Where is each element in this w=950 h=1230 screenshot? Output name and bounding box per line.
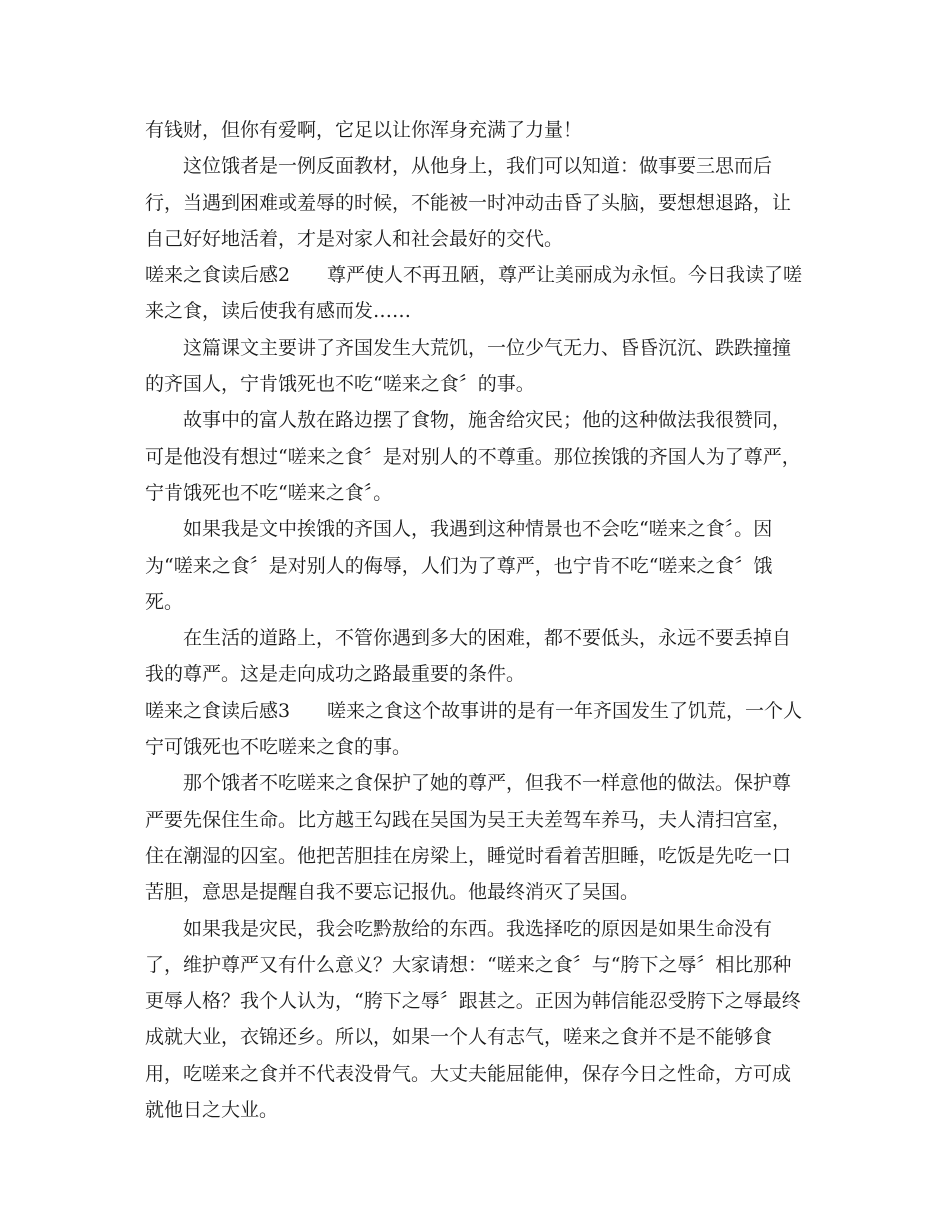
paragraph: 这篇课文主要讲了齐国发生大荒饥，一位少气无力、昏昏沉沉、跌跌撞撞的齐国人，宁肯饿死也不吃“嗟来之食〞的事。 [145,336,792,396]
section-heading: 嗟来之食读后感3 [145,699,291,722]
section-paragraph [145,257,805,330]
paragraph: 在生活的道路上，不管你遇到多大的困难，都不要低头，永远不要丢掉自我的尊严。这是走向成功之路最重要的条件。 [145,627,792,686]
document-body [145,112,805,1128]
section-paragraph [145,693,805,766]
paragraph: 那个饿者不吃嗟来之食保护了她的尊严，但我不一样意他的做法。保护尊严要先保住生命。比方越王勾践在吴国为吴王夫差驾车养马，夫人清扫宫室，住在潮湿的囚室。他把苦胆挂在房梁上，睡觉时看着苦胆睡，吃饭是先吃一口苦胆，意思是提醒自我不要忘记报仇。他最终消灭了吴国。 [145,772,792,904]
paragraph: 有钱财，但你有爱啊，它足以让你浑身充满了力量！ [145,119,583,141]
paragraph: 如果我是文中挨饿的齐国人，我遇到这种情景也不会吃“嗟来之食〞。因为“嗟来之食〞是对别人的侮辱，人们为了尊严，也宁肯不吃“嗟来之食〞饿死。 [145,518,773,613]
section-heading: 嗟来之食读后感2 [145,264,291,287]
paragraph-text: 嗟来之食这个故事讲的是有一年齐国发生了饥荒，一个人宁可饿死也不吃嗟来之食的事。 [145,699,803,759]
paragraph-text: 尊严使人不再丑陋，尊严让美丽成为永恒。今日我读了嗟来之食，读后使我有感而发…… [145,264,803,323]
paragraph: 这位饿者是一例反面教材，从他身上，我们可以知道：做事要三思而后行，当遇到困难或羞辱的时候，不能被一时冲动击昏了头脑，要想想退路，让自己好好地活着，才是对家人和社会最好的交代。 [145,155,792,250]
paragraph: 故事中的富人敖在路边摆了食物，施舍给灾民；他的这种做法我很赞同，可是他没有想过“嗟来之食〞是对别人的不尊重。那位挨饿的齐国人为了尊严，宁肯饿死也不吃“嗟来之食〞。 [145,409,801,504]
paragraph: 如果我是灾民，我会吃黔敖给的东西。我选择吃的原因是如果生命没有了，维护尊严又有什么意义？大家请想：“嗟来之食〞与“胯下之辱〞相比那种更辱人格？我个人认为，“胯下之辱〞跟甚之。正因为韩信能忍受胯下之辱最终成就大业，衣锦还乡。所以，如果一个人有志气，嗟来之食并不是不能够食用，吃嗟来之食并不代表没骨气。大丈夫能屈能伸，保存今日之性命，方可成就他日之大业。 [145,917,801,1122]
